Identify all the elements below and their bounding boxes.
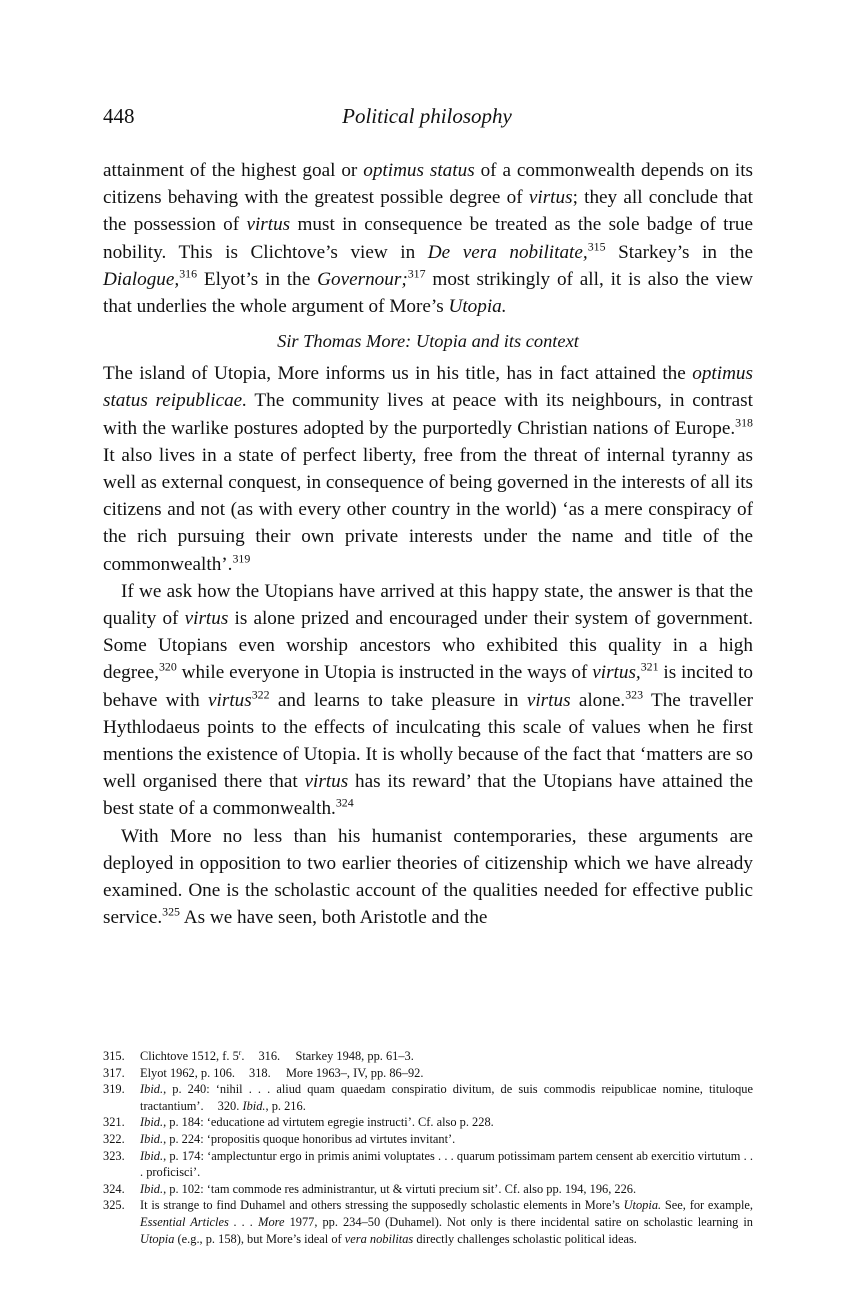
ibid: Ibid.	[140, 1131, 164, 1146]
text-run: alone.	[570, 689, 626, 711]
footnote-number: 316.	[258, 1049, 281, 1063]
book-title: Essential Articles . . . More	[140, 1214, 285, 1229]
footnote-text: , p. 224: ‘propositis quoque honoribus ad virtutes invitant’.	[163, 1131, 456, 1146]
footnote-text: , p. 174: ‘amplectuntur ergo in primis animi voluptates . . . quarum potissimam partem censent ab exercitio virtutum . . . proficisci’.	[140, 1148, 753, 1180]
book-title: Utopia.	[448, 296, 507, 318]
text-run: is incited to behave with	[103, 662, 753, 711]
footnote-text: It is strange to find Duhamel and others stressing the supposedly scholastic elements in More’s	[140, 1198, 624, 1213]
book-title: Utopia.	[623, 1198, 662, 1213]
footnote-ref: 316	[179, 266, 198, 281]
text-run: The island of Utopia, More informs us in his title, has in fact attained the	[103, 363, 693, 385]
paragraph-2	[103, 360, 753, 578]
text-run: while everyone in Utopia is instructed in the ways of	[176, 662, 593, 684]
footnote-text: See, for example,	[661, 1198, 754, 1213]
latin-term: virtus	[526, 689, 571, 711]
footnote-text: Clichtove 1512, f. 5	[140, 1049, 239, 1063]
footnote-ref: 315	[587, 238, 606, 253]
footnote-text: , p. 102: ‘tam commode res administrantur, ut & virtuti precium sit’. Cf. also pp. 194, 196, 226.	[163, 1181, 637, 1196]
footnote-ref: 323	[625, 686, 644, 701]
footnote-text: , p. 184: ‘educatione ad virtutem egregie instructi’. Cf. also p. 228.	[163, 1115, 494, 1130]
text-run: The community lives at peace with its neighbours, in contrast with the warlike postures adopted by the purportedly Christian nations of Europe.	[103, 390, 753, 439]
ibid: Ibid.	[242, 1098, 266, 1113]
superscript: r	[238, 1048, 242, 1058]
footnote-number: 317.	[103, 1065, 125, 1080]
text-run: If we ask how the Utopians have arrived at this happy state, the answer is that the quality of	[103, 580, 753, 630]
latin-term: virtus,	[592, 662, 641, 684]
footnote-ref: 320	[158, 659, 177, 674]
footnote-ref: 319	[232, 550, 251, 565]
footnote	[103, 1131, 753, 1148]
text-run: ; they all conclude that the possession of	[103, 187, 753, 236]
footnote-row	[103, 1065, 753, 1082]
footnote-ref: 322	[251, 686, 270, 701]
footnotes	[103, 1048, 753, 1247]
ibid: Ibid.	[140, 1115, 164, 1130]
text-run: It also lives in a state of perfect liberty, free from the threat of internal tyranny as well as external conquest, in consequence of being governed in the interests of all its citizens and not (as with every other country in the world) ‘as a mere conspiracy of the rich pursuing their own private interests under the name and title of the commonwealth’.	[103, 444, 753, 575]
text-run: attainment of the highest goal or	[103, 160, 364, 181]
footnote-text: directly challenges scholastic political ideas.	[413, 1231, 637, 1246]
footnote-text: Elyot 1962, p. 106.	[140, 1065, 235, 1080]
text-run: of a commonwealth depends on its citizens behaving with the greatest possible degree of	[103, 160, 754, 209]
text-run: With More no less than his humanist contemporaries, these arguments are deployed in opposition to two earlier theories of citizenship which we have already examined. One is the scholastic account of the qualities needed for effective public service.	[103, 825, 753, 929]
latin-term: optimus status reipublicae.	[103, 363, 753, 412]
paragraph-3	[103, 578, 753, 823]
text-run: and learns to take pleasure in	[269, 689, 527, 711]
paragraph-1	[103, 157, 753, 320]
running-title: Political philosophy	[342, 104, 512, 128]
footnote-number: 322.	[103, 1131, 125, 1146]
footnote-number: 318.	[249, 1065, 271, 1080]
footnote	[103, 1081, 753, 1114]
footnote-text: , p. 240: ‘nihil . . . aliud quam quaedam conspiratio divitum, de suis commodis reipublicae nomine, tituloque tractantium’.	[140, 1082, 753, 1113]
footnote-text: .	[241, 1049, 245, 1063]
footnote-text: , p. 216.	[265, 1098, 306, 1113]
text-run: is alone prized and encouraged under their system of government. Some Utopians even worship ancestors who exhibited this quality in a high degree,	[103, 608, 753, 684]
text-run: must in consequence be treated as the sole badge of true nobility. This is Clichtove’s view in	[103, 214, 754, 263]
text-run: most strikingly of all, it is also the view that underlies the whole argument of More’s	[103, 268, 754, 318]
footnote-number: 325.	[103, 1198, 125, 1213]
footnote-row	[103, 1048, 753, 1065]
footnote-ref: 318	[735, 414, 753, 429]
latin-term: virtus	[208, 689, 252, 711]
latin-term: virtus	[246, 214, 291, 236]
paragraph-4	[103, 823, 753, 932]
text-run: Elyot’s in the	[197, 268, 318, 290]
book-title: Utopia	[140, 1231, 175, 1246]
text-run: Starkey’s in the	[605, 241, 754, 263]
section-heading: Sir Thomas More: Utopia and its context	[277, 331, 579, 352]
footnote-ref: 317	[407, 266, 426, 281]
latin-term: vera nobilitas	[344, 1231, 414, 1246]
main-text	[103, 157, 753, 931]
footnote-text: Starkey 1948, pp. 61–3.	[295, 1049, 414, 1063]
footnote-ref: 324	[335, 795, 354, 810]
footnote-number: 321.	[103, 1115, 125, 1130]
footnote	[103, 1181, 753, 1198]
page-number: 448	[103, 104, 135, 128]
footnote-number: 319.	[103, 1082, 125, 1097]
footnote-number: 324.	[103, 1181, 125, 1196]
footnote	[103, 1197, 753, 1247]
latin-term: virtus	[528, 187, 573, 209]
footnote-number: 323.	[103, 1148, 125, 1163]
footnote-ref: 325	[162, 904, 180, 919]
latin-term: virtus	[184, 608, 229, 630]
footnote-text: 1977, pp. 234–50 (Duhamel). Not only is there incidental satire on scholastic learning in	[284, 1214, 753, 1229]
ibid: Ibid.	[140, 1181, 164, 1196]
text-run: has its reward’ that the Utopians have attained the best state of a commonwealth.	[103, 771, 753, 820]
footnote	[103, 1114, 753, 1131]
latin-term: optimus status	[363, 160, 475, 181]
ibid: Ibid.	[140, 1082, 164, 1097]
book-title: Dialogue,	[103, 268, 180, 290]
footnote-number: 320.	[217, 1098, 240, 1113]
footnote-text: More 1963–, IV, pp. 86–92.	[286, 1065, 424, 1080]
text-run: The traveller Hythlodaeus points to the effects of inculcating this scale of values when he first mentions the existence of Utopia. It is wholly because of the fact that ‘matters are so well organised there that	[103, 689, 753, 793]
running-head	[103, 104, 751, 132]
footnote	[103, 1148, 753, 1181]
footnote-ref: 321	[640, 659, 659, 674]
footnote-text: (e.g., p. 158), but More’s ideal of	[174, 1231, 345, 1246]
book-title: De vera nobilitate,	[427, 241, 588, 263]
book-title: Governour;	[317, 268, 408, 290]
ibid: Ibid.	[140, 1148, 164, 1163]
latin-term: virtus	[304, 771, 349, 793]
footnote-number: 315.	[103, 1049, 125, 1063]
text-run: As we have seen, both Aristotle and the	[179, 907, 488, 929]
